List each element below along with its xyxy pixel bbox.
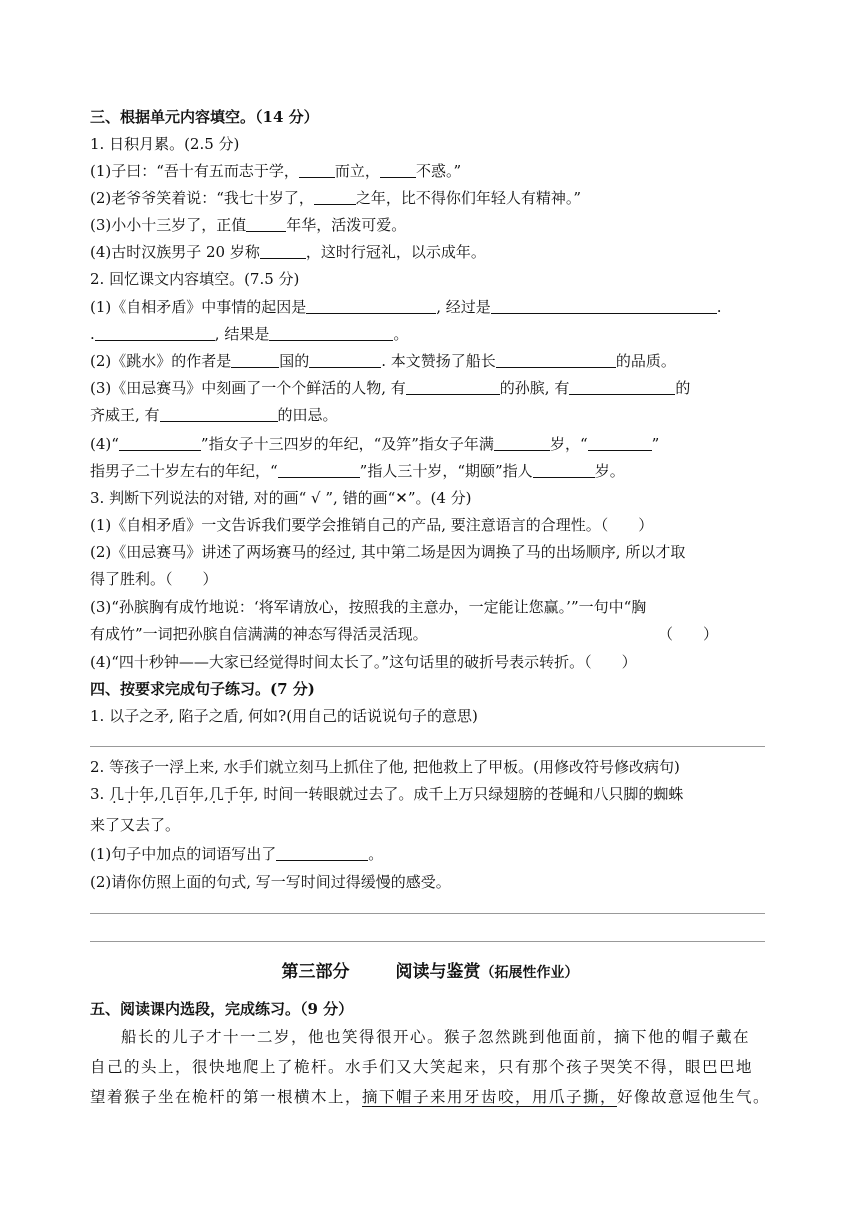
q2-item-4-cont: 指男子二十岁左右的年纪，“ ”指人三十岁，“期颐”指人 岁。 — [90, 462, 625, 480]
comma: , — [203, 785, 209, 803]
s4-q3-cont: 来了又去了。 — [90, 816, 181, 834]
blank[interactable] — [406, 378, 500, 395]
s4-q3-1: (1)句子中加点的词语写出了 。 — [90, 845, 384, 863]
section-5-title: 五、阅读课内选段，完成练习。（9 分） — [90, 1000, 354, 1018]
q3-item-4: (4)“四十秒钟——大家已经觉得时间太长了。”这句话里的破折号表示转折。（ ） — [90, 653, 637, 671]
blank[interactable] — [309, 351, 381, 368]
part-subtitle: 阅读与鉴赏 — [395, 962, 481, 982]
dotted-words — [109, 785, 254, 803]
blank[interactable] — [569, 378, 675, 395]
part-3-heading — [90, 960, 770, 985]
s4-q3: 3. 几十年,几百年,几千年, 时间一转眼就过去了。成千上万只绿翅膀的苍蝇和八只脚的蜘蛛 — [90, 785, 684, 803]
q2-item-2: (2)《跳水》的作者是 国的 . 本文赞扬了船长 的品质。 — [90, 352, 676, 370]
q2-item-1-cont: . , 结果是 。 — [90, 325, 409, 343]
part-title: 第三部分 — [281, 962, 350, 982]
blank[interactable] — [533, 461, 595, 478]
q1-item-4: (4)古时汉族男子 20 岁称 ，这时行冠礼，以示成年。 — [90, 243, 486, 261]
dotted-char: 几 — [208, 785, 224, 803]
underlined-phrase: 摘下帽子来用牙齿咬，用爪子撕， — [362, 1088, 618, 1106]
dotted-char: 千 — [223, 785, 239, 803]
dotted-char: 年 — [139, 785, 155, 803]
blank[interactable] — [231, 351, 279, 368]
blank[interactable] — [314, 188, 356, 205]
dotted-char: 百 — [173, 785, 189, 803]
blank[interactable] — [496, 351, 616, 368]
section-4-title: 四、按要求完成句子练习。(7 分) — [90, 680, 315, 698]
comma: , — [154, 785, 159, 803]
blank[interactable] — [160, 405, 278, 422]
q3-title: 3. 判断下列说法的对错, 对的画“ √ ”, 错的画“✕”。(4 分) — [90, 489, 472, 507]
blank[interactable] — [380, 161, 416, 178]
q3-item-3-cont: 有成竹”一词把孙膑自信满满的神态写得活灵活现。 （ ） — [90, 625, 719, 643]
answer-line[interactable] — [90, 941, 765, 942]
dotted-char: 几 — [158, 785, 174, 803]
q2-item-3: (3)《田忌赛马》中刻画了一个个鲜活的人物, 有 的孙膑, 有 的 — [90, 379, 691, 397]
blank[interactable] — [246, 215, 286, 232]
blank[interactable] — [269, 324, 393, 341]
q1-title: 1. 日积月累。(2.5 分) — [90, 135, 240, 153]
q2-item-4: (4)“ ”指女子十三四岁的年纪，“及笄”指女子年满 岁，“ ” — [90, 435, 660, 453]
dotted-char: 几 — [109, 785, 125, 803]
passage-line: 自己的头上，很快地爬上了桅杆。水手们又大笑起来，只有那个孩子哭笑不得，眼巴巴地 — [90, 1058, 754, 1076]
blank[interactable] — [491, 297, 717, 314]
blank[interactable] — [278, 461, 360, 478]
q2-item-1: (1)《自相矛盾》中事情的起因是 , 经过是 . — [90, 298, 722, 316]
section-3-title: 三、根据单元内容填空。（14 分） — [90, 108, 319, 126]
q1-item-3: (3)小小十三岁了，正值 年华，活泼可爱。 — [90, 216, 407, 234]
dotted-char: 年 — [188, 785, 204, 803]
q3-item-3: (3)“孙膑胸有成竹地说：‘将军请放心，按照我的主意办，一定能让您赢。’”一句中“胸 — [90, 598, 647, 616]
q2-item-3-cont: 齐威王, 有 的田忌。 — [90, 406, 338, 424]
blank[interactable] — [276, 844, 368, 861]
blank[interactable] — [306, 297, 436, 314]
dotted-char: 十 — [124, 785, 140, 803]
q3-item-1: (1)《自相矛盾》一文告诉我们要学会推销自己的产品, 要注意语言的合理性。（ ） — [90, 516, 654, 534]
judge-bracket[interactable]: （ ） — [658, 625, 719, 643]
s4-q2: 2. 等孩子一浮上来, 水手们就立刻马上抓住了他, 把他救上了甲板。(用修改符号修改病句) — [90, 758, 680, 776]
blank[interactable] — [588, 434, 652, 451]
q1-item-1: (1)子曰：“吾十有五而志于学， 而立， 不惑。” — [90, 162, 462, 180]
passage-line: 船长的儿子才十一二岁，他也笑得很开心。猴子忽然跳到他面前，摘下他的帽子戴在 — [121, 1028, 751, 1046]
q3-item-2: (2)《田忌赛马》讲述了两场赛马的经过, 其中第二场是因为调换了马的出场顺序, 所以才取 — [90, 543, 686, 561]
q2-title: 2. 回忆课文内容填空。(7.5 分) — [90, 270, 300, 288]
reading-passage — [90, 1022, 771, 1112]
blank[interactable] — [494, 434, 550, 451]
s4-q1: 1. 以子之矛, 陷子之盾, 何如?(用自己的话说说句子的意思) — [90, 707, 478, 725]
blank[interactable] — [260, 242, 306, 259]
s4-q3-2: (2)请你仿照上面的句式, 写一写时间过得缓慢的感受。 — [90, 873, 451, 891]
blank[interactable] — [95, 324, 215, 341]
q3-item-2-cont: 得了胜利。（ ） — [90, 570, 218, 588]
part-note: （拓展性作业） — [480, 965, 579, 981]
blank[interactable] — [299, 161, 335, 178]
passage-line: 望着猴子坐在桅杆的第一根横木上，摘下帽子来用牙齿咬，用爪子撕，好像故意逗他生气。 — [90, 1088, 771, 1106]
answer-line[interactable] — [90, 746, 765, 747]
answer-line[interactable] — [90, 913, 765, 914]
dotted-char: 年 — [238, 785, 254, 803]
blank[interactable] — [119, 434, 201, 451]
q1-item-2: (2)老爷爷笑着说：“我七十岁了， 之年，比不得你们年轻人有精神。” — [90, 189, 582, 207]
